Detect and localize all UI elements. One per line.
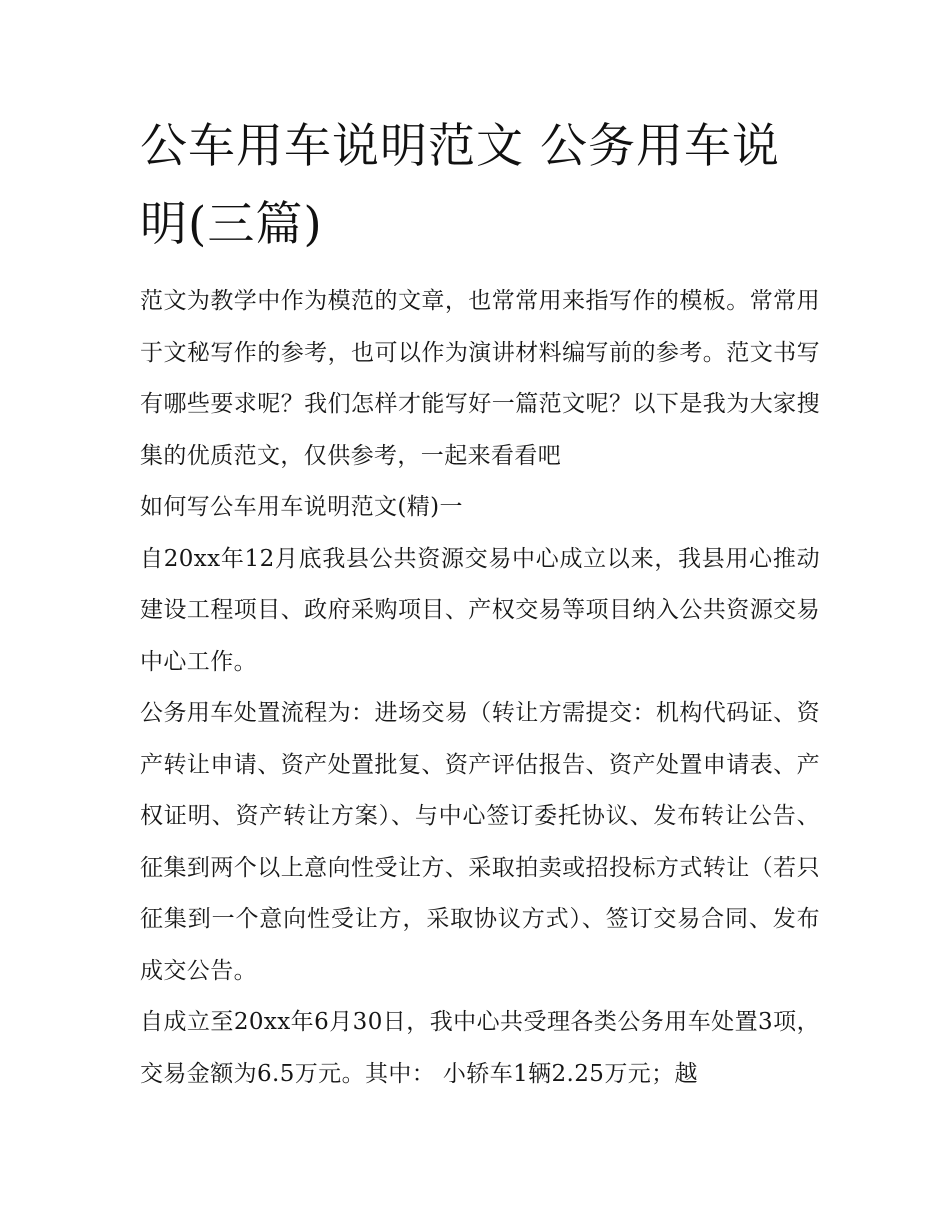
- intro-paragraph: 范文为教学中作为模范的文章，也常常用来指写作的模板。常常用于文秘写作的参考，也可以作为演讲材料编写前的参考。范文书写有哪些要求呢？我们怎样才能写好一篇范文呢？以下是我为大家搜集的优质范文，仅供参考，一起来看看吧: [140, 288, 820, 469]
- body-paragraph: 公务用车处置流程为：进场交易（转让方需提交：机构代码证、资产转让申请、资产处置批复、资产评估报告、资产处置申请表、产权证明、资产转让方案）、与中心签订委托协议、发布转让公告、征集到两个以上意向性受让方、采取拍卖或招投标方式转让（若只征集到一个意向性受让方，采取协议方式）、签订交易合同、发布成交公告。: [140, 700, 820, 984]
- body-paragraph: 自20xx年12月底我县公共资源交易中心成立以来，我县用心推动建设工程项目、政府采购项目、产权交易等项目纳入公共资源交易中心工作。: [140, 545, 820, 675]
- document-body: [140, 276, 820, 1100]
- section-heading: 如何写公车用车说明范文(精)一: [140, 494, 463, 520]
- document-title: 公车用车说明范文 公务用车说明(三篇): [140, 119, 780, 252]
- body-paragraph: 自成立至20xx年6月30日，我中心共受理各类公务用车处置3项，交易金额为6.5万元。其中： 小轿车1辆2.25万元；越: [140, 1009, 820, 1087]
- document-page: [140, 108, 820, 1100]
